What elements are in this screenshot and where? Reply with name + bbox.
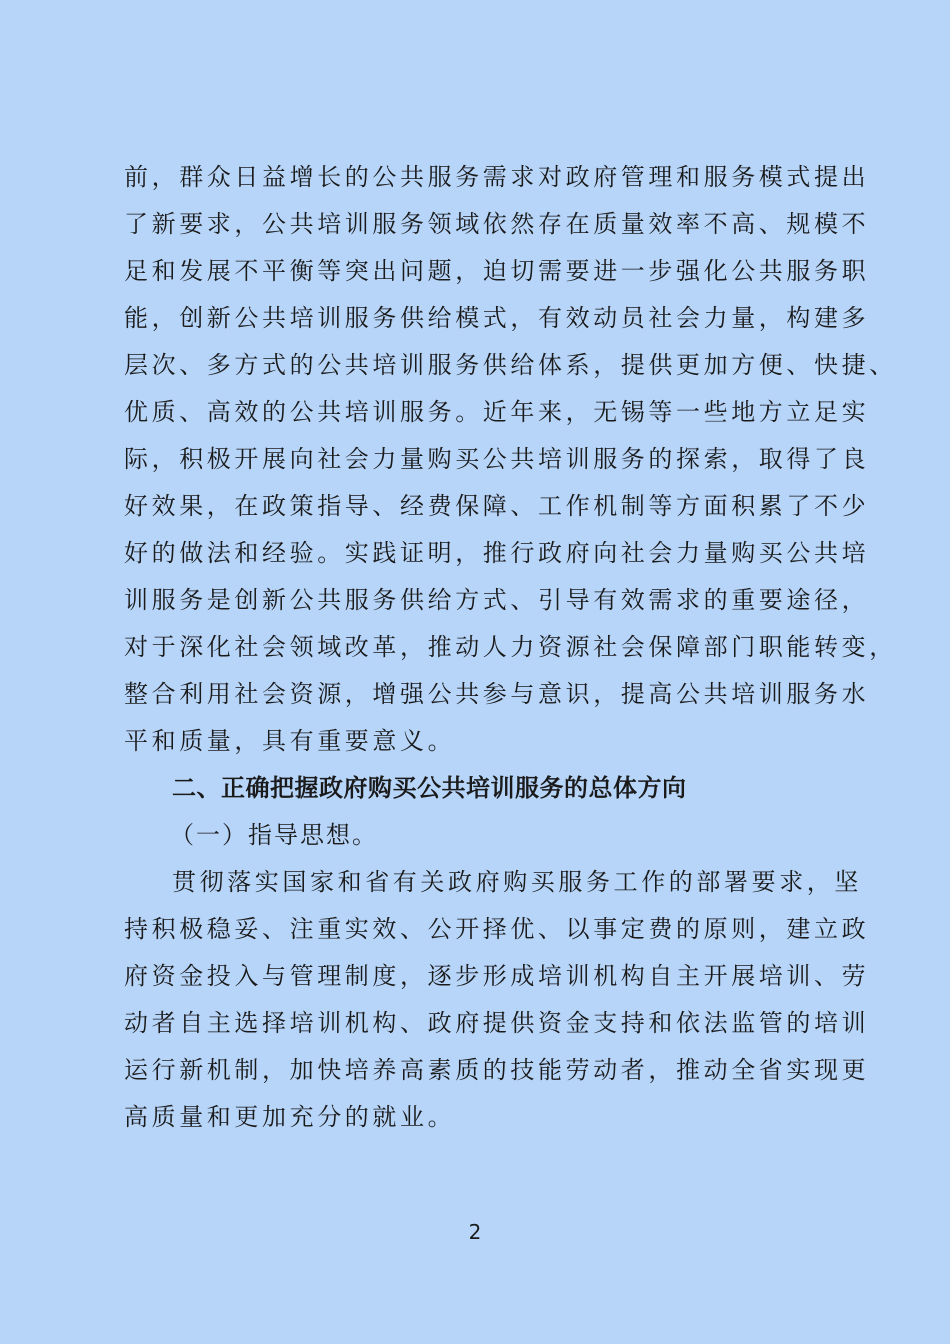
page-number: 2: [468, 1220, 482, 1244]
body-text-line: 好效果，在政策指导、经费保障、工作机制等方面积累了不少: [124, 492, 870, 520]
body-text-line: 了新要求，公共培训服务领域依然存在质量效率不高、规模不: [124, 210, 870, 238]
body-text-line: 好的做法和经验。实践证明，推行政府向社会力量购买公共培: [124, 539, 870, 567]
body-text-line: 平和质量，具有重要意义。: [124, 727, 456, 755]
body-text-line: 高质量和更加充分的就业。: [124, 1103, 456, 1131]
body-text-line: 对于深化社会领域改革，推动人力资源社会保障部门职能转变，: [124, 633, 897, 661]
body-text-line: 整合利用社会资源，增强公共参与意识，提高公共培训服务水: [124, 680, 870, 708]
body-text-line: 运行新机制，加快培养高素质的技能劳动者，推动全省实现更: [124, 1056, 870, 1084]
body-text-line: 持积极稳妥、注重实效、公开择优、以事定费的原则，建立政: [124, 915, 870, 943]
body-text-line: 动者自主选择培训机构、政府提供资金支持和依法监管的培训: [124, 1009, 870, 1037]
body-text-line: 足和发展不平衡等突出问题，迫切需要进一步强化公共服务职: [124, 257, 870, 285]
subsection-heading: （一）指导思想。: [170, 821, 378, 849]
body-text-line: 优质、高效的公共培训服务。近年来，无锡等一些地方立足实: [124, 398, 870, 426]
body-text-line: 层次、多方式的公共培训服务供给体系，提供更加方便、快捷、: [124, 351, 897, 379]
body-text-line: 际，积极开展向社会力量购买公共培训服务的探索，取得了良: [124, 445, 870, 473]
body-text-line: 能，创新公共培训服务供给模式，有效动员社会力量，构建多: [124, 304, 870, 332]
body-text-line: 贯彻落实国家和省有关政府购买服务工作的部署要求，坚: [172, 868, 862, 896]
body-text-line: 训服务是创新公共服务供给方式、引导有效需求的重要途径，: [124, 586, 870, 614]
body-text-line: 府资金投入与管理制度，逐步形成培训机构自主开展培训、劳: [124, 962, 870, 990]
body-text-line: 前，群众日益增长的公共服务需求对政府管理和服务模式提出: [124, 163, 870, 191]
section-heading: 二、正确把握政府购买公共培训服务的总体方向: [172, 774, 687, 802]
